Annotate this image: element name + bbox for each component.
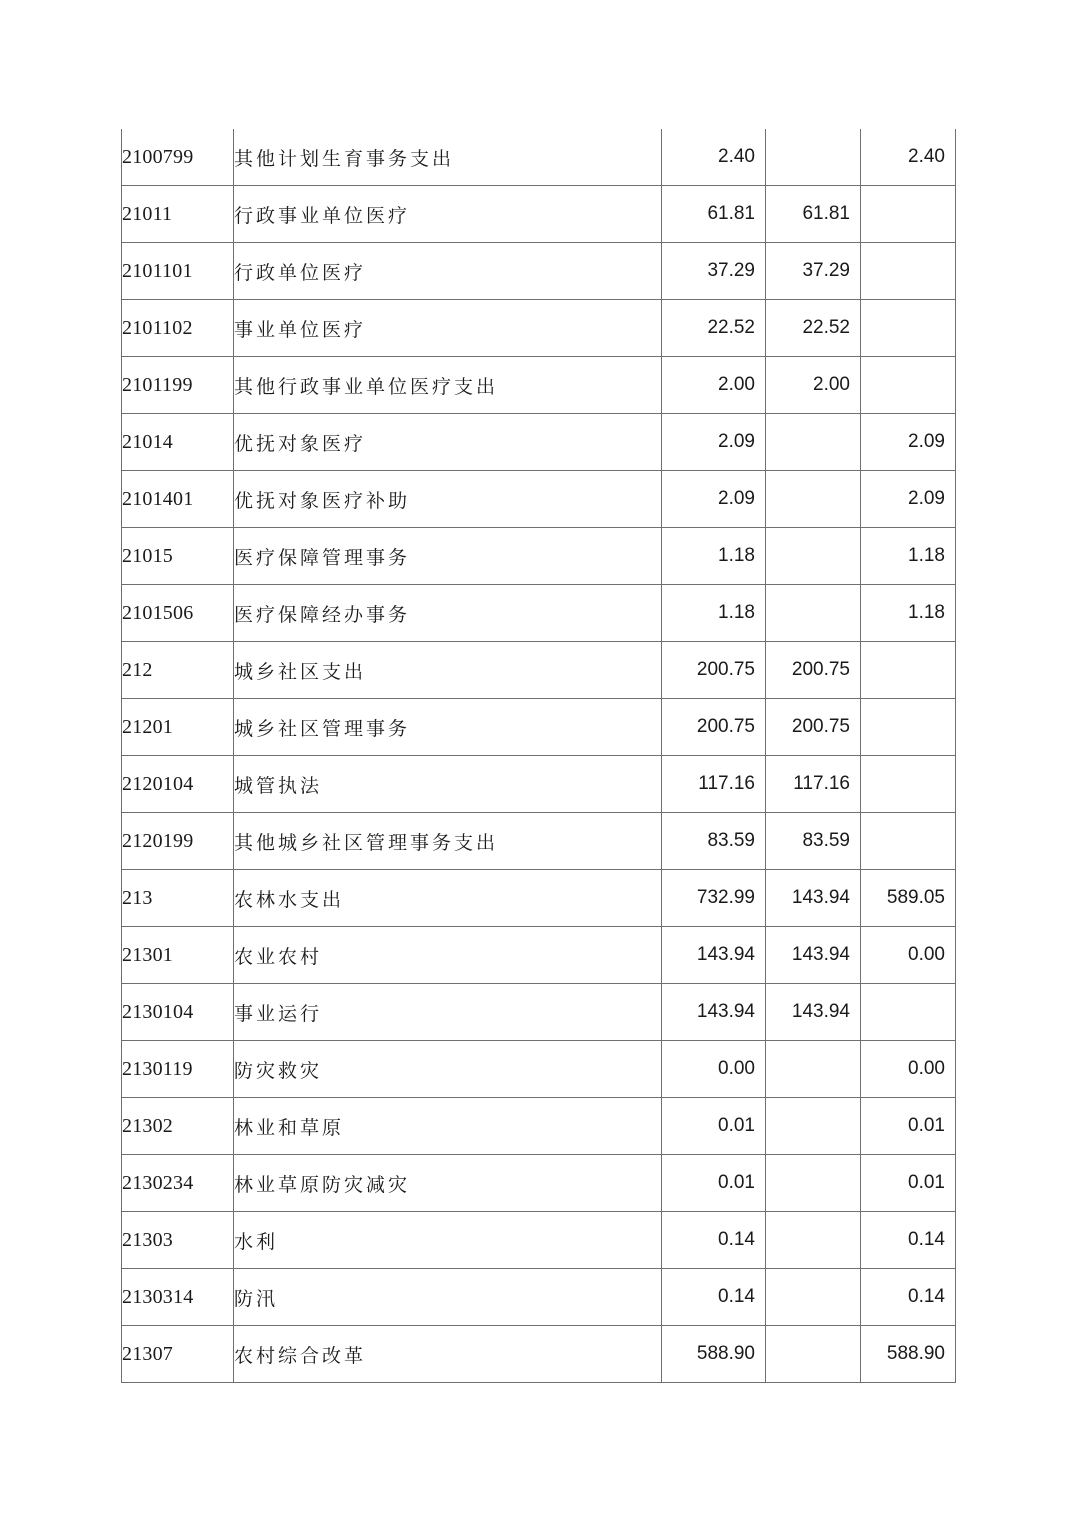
subject-code-cell: 2130119: [122, 1041, 234, 1098]
table-row: [122, 1155, 956, 1212]
basic-expenditure-cell: [766, 528, 861, 585]
basic-expenditure-cell: [766, 414, 861, 471]
project-expenditure-cell: [861, 243, 956, 300]
project-expenditure-cell: 589.05: [861, 870, 956, 927]
project-expenditure-cell: 0.01: [861, 1155, 956, 1212]
project-expenditure-cell: 2.40: [861, 129, 956, 186]
subject-name-cell: 城乡社区支出: [234, 642, 662, 699]
total-amount-cell: 0.00: [662, 1041, 766, 1098]
subject-name-cell: 医疗保障经办事务: [234, 585, 662, 642]
total-amount-cell: 37.29: [662, 243, 766, 300]
basic-expenditure-cell: 143.94: [766, 927, 861, 984]
subject-name-cell: 水利: [234, 1212, 662, 1269]
total-amount-cell: 200.75: [662, 642, 766, 699]
project-expenditure-cell: 1.18: [861, 585, 956, 642]
subject-name-cell: 事业单位医疗: [234, 300, 662, 357]
total-amount-cell: 143.94: [662, 984, 766, 1041]
table-row: [122, 642, 956, 699]
subject-code-cell: 2101101: [122, 243, 234, 300]
subject-name-cell: 其他行政事业单位医疗支出: [234, 357, 662, 414]
table-row: [122, 813, 956, 870]
table-row: [122, 357, 956, 414]
subject-name-cell: 城乡社区管理事务: [234, 699, 662, 756]
project-expenditure-cell: [861, 699, 956, 756]
table-row: [122, 585, 956, 642]
basic-expenditure-cell: [766, 1326, 861, 1383]
basic-expenditure-cell: [766, 1269, 861, 1326]
total-amount-cell: 22.52: [662, 300, 766, 357]
subject-code-cell: 21201: [122, 699, 234, 756]
subject-name-cell: 农村综合改革: [234, 1326, 662, 1383]
project-expenditure-cell: [861, 300, 956, 357]
table-row: [122, 1098, 956, 1155]
subject-code-cell: 2120104: [122, 756, 234, 813]
basic-expenditure-cell: [766, 129, 861, 186]
project-expenditure-cell: [861, 813, 956, 870]
table-row: [122, 471, 956, 528]
total-amount-cell: 0.14: [662, 1269, 766, 1326]
basic-expenditure-cell: 2.00: [766, 357, 861, 414]
basic-expenditure-cell: [766, 585, 861, 642]
basic-expenditure-cell: 143.94: [766, 870, 861, 927]
project-expenditure-cell: 0.00: [861, 927, 956, 984]
subject-name-cell: 优抚对象医疗: [234, 414, 662, 471]
subject-name-cell: 城管执法: [234, 756, 662, 813]
subject-name-cell: 农业农村: [234, 927, 662, 984]
table-row: [122, 414, 956, 471]
total-amount-cell: 1.18: [662, 528, 766, 585]
table-row: [122, 927, 956, 984]
subject-name-cell: 其他计划生育事务支出: [234, 129, 662, 186]
subject-name-cell: 其他城乡社区管理事务支出: [234, 813, 662, 870]
total-amount-cell: 2.40: [662, 129, 766, 186]
project-expenditure-cell: [861, 357, 956, 414]
total-amount-cell: 83.59: [662, 813, 766, 870]
project-expenditure-cell: 0.00: [861, 1041, 956, 1098]
basic-expenditure-cell: 117.16: [766, 756, 861, 813]
total-amount-cell: 200.75: [662, 699, 766, 756]
project-expenditure-cell: 0.01: [861, 1098, 956, 1155]
total-amount-cell: 732.99: [662, 870, 766, 927]
subject-code-cell: 2101401: [122, 471, 234, 528]
basic-expenditure-cell: [766, 1212, 861, 1269]
subject-name-cell: 农林水支出: [234, 870, 662, 927]
total-amount-cell: 143.94: [662, 927, 766, 984]
subject-name-cell: 防汛: [234, 1269, 662, 1326]
subject-code-cell: 21011: [122, 186, 234, 243]
subject-code-cell: 2100799: [122, 129, 234, 186]
subject-code-cell: 2101102: [122, 300, 234, 357]
basic-expenditure-cell: 37.29: [766, 243, 861, 300]
budget-table: [121, 129, 956, 1383]
subject-code-cell: 21014: [122, 414, 234, 471]
project-expenditure-cell: 2.09: [861, 471, 956, 528]
total-amount-cell: 2.09: [662, 471, 766, 528]
subject-name-cell: 医疗保障管理事务: [234, 528, 662, 585]
total-amount-cell: 588.90: [662, 1326, 766, 1383]
basic-expenditure-cell: 83.59: [766, 813, 861, 870]
project-expenditure-cell: [861, 984, 956, 1041]
table-row: [122, 528, 956, 585]
total-amount-cell: 0.01: [662, 1098, 766, 1155]
basic-expenditure-cell: 200.75: [766, 642, 861, 699]
subject-code-cell: 2120199: [122, 813, 234, 870]
table-row: [122, 300, 956, 357]
subject-name-cell: 事业运行: [234, 984, 662, 1041]
subject-code-cell: 21302: [122, 1098, 234, 1155]
project-expenditure-cell: 0.14: [861, 1269, 956, 1326]
project-expenditure-cell: 588.90: [861, 1326, 956, 1383]
table-row: [122, 129, 956, 186]
subject-code-cell: 213: [122, 870, 234, 927]
total-amount-cell: 0.01: [662, 1155, 766, 1212]
subject-name-cell: 林业草原防灾减灾: [234, 1155, 662, 1212]
total-amount-cell: 2.09: [662, 414, 766, 471]
basic-expenditure-cell: [766, 1155, 861, 1212]
project-expenditure-cell: [861, 756, 956, 813]
subject-code-cell: 2130234: [122, 1155, 234, 1212]
subject-name-cell: 防灾救灾: [234, 1041, 662, 1098]
basic-expenditure-cell: [766, 1041, 861, 1098]
total-amount-cell: 2.00: [662, 357, 766, 414]
table-row: [122, 1326, 956, 1383]
table-row: [122, 186, 956, 243]
project-expenditure-cell: 0.14: [861, 1212, 956, 1269]
subject-code-cell: 212: [122, 642, 234, 699]
project-expenditure-cell: [861, 186, 956, 243]
subject-code-cell: 2101199: [122, 357, 234, 414]
project-expenditure-cell: 1.18: [861, 528, 956, 585]
basic-expenditure-cell: [766, 1098, 861, 1155]
subject-name-cell: 行政事业单位医疗: [234, 186, 662, 243]
table-row: [122, 699, 956, 756]
table-row: [122, 243, 956, 300]
subject-code-cell: 21303: [122, 1212, 234, 1269]
table-row: [122, 1212, 956, 1269]
table-row: [122, 870, 956, 927]
project-expenditure-cell: 2.09: [861, 414, 956, 471]
total-amount-cell: 0.14: [662, 1212, 766, 1269]
subject-code-cell: 2130104: [122, 984, 234, 1041]
subject-code-cell: 2101506: [122, 585, 234, 642]
subject-code-cell: 21307: [122, 1326, 234, 1383]
basic-expenditure-cell: 200.75: [766, 699, 861, 756]
basic-expenditure-cell: [766, 471, 861, 528]
total-amount-cell: 1.18: [662, 585, 766, 642]
table-row: [122, 1041, 956, 1098]
total-amount-cell: 117.16: [662, 756, 766, 813]
project-expenditure-cell: [861, 642, 956, 699]
subject-code-cell: 21015: [122, 528, 234, 585]
subject-code-cell: 2130314: [122, 1269, 234, 1326]
subject-name-cell: 优抚对象医疗补助: [234, 471, 662, 528]
subject-code-cell: 21301: [122, 927, 234, 984]
table-row: [122, 1269, 956, 1326]
table-row: [122, 984, 956, 1041]
basic-expenditure-cell: 143.94: [766, 984, 861, 1041]
table-row: [122, 756, 956, 813]
subject-name-cell: 林业和草原: [234, 1098, 662, 1155]
basic-expenditure-cell: 61.81: [766, 186, 861, 243]
basic-expenditure-cell: 22.52: [766, 300, 861, 357]
subject-name-cell: 行政单位医疗: [234, 243, 662, 300]
table-body: [122, 129, 956, 1383]
total-amount-cell: 61.81: [662, 186, 766, 243]
